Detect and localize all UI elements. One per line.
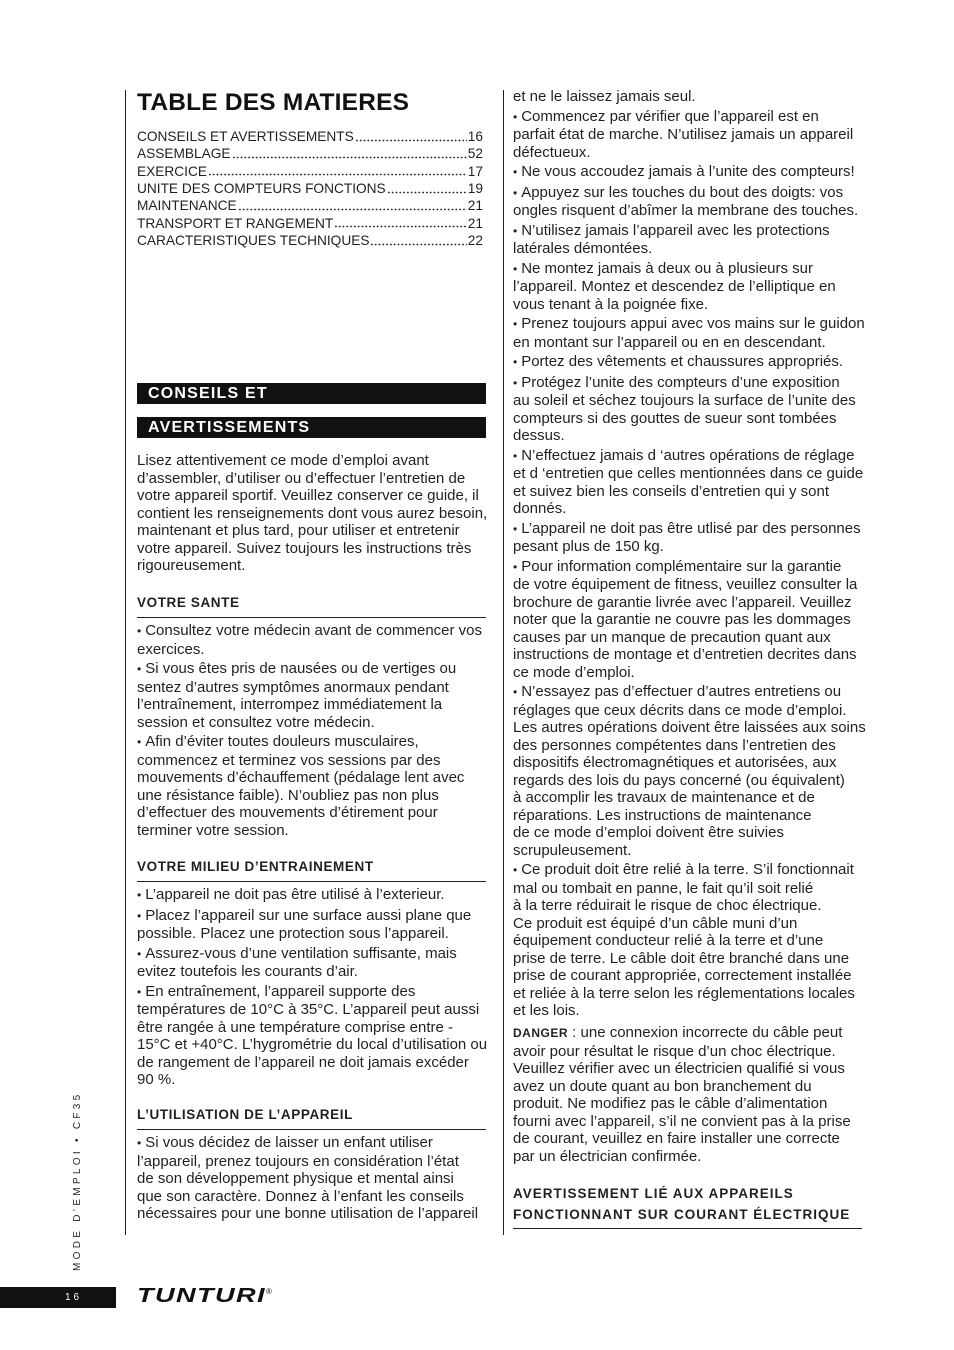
left-column-rule bbox=[125, 90, 126, 1235]
toc-label: ASSEMBLAGE bbox=[137, 146, 231, 162]
list-item: • N’essayez pas d’effectuer d’autres entretiens ou réglages que ceux décrits dans ce mode d’emploi. Les autres opérations doivent être laissées aux soins des personnes compétentes dans l’entretien des dispositifs électromagnétiques et autorisées, aux regards des lois du pays concerné (ou équivalent) à accomplir les travaux de maintenance et de réparations. Les instructions de maintenance de ce mode d’emploi doivent être suivies scrupuleusement. bbox=[513, 683, 866, 859]
toc-entry bbox=[137, 215, 483, 232]
toc-page: 17 bbox=[467, 163, 483, 179]
toc-label: CONSEILS ET AVERTISSEMENTS bbox=[137, 129, 354, 144]
toc-entry bbox=[137, 145, 483, 162]
list-item: • Si vous décidez de laisser un enfant utiliser l’appareil, prenez toujours en considération l’état de son développement physique et mental ainsi que son caractère. Donnez à l’enfant les conseils nécessaires pour une bonne utilisation de l’appareil bbox=[137, 1134, 478, 1223]
toc-leader bbox=[208, 163, 467, 180]
list-item: • Consultez votre médecin avant de commencer vos exercices. bbox=[137, 622, 482, 658]
toc-page: 52 bbox=[467, 146, 483, 162]
heading-utilisation: L’UTILISATION DE L’APPAREIL bbox=[137, 1107, 486, 1130]
list-item: • En entraînement, l’appareil supporte des températures de 10°C à 35°C. L’appareil peut aussi être rangée à une température comprise entre - 15°C et +40°C. L’hygrométrie du local d’utilisation ou de rangement de l’appareil ne doit jamais excéder 90 %. bbox=[137, 983, 487, 1089]
toc-entry bbox=[137, 128, 483, 145]
utilisation-list-continued bbox=[513, 108, 866, 1020]
toc-leader bbox=[334, 215, 467, 232]
list-item: • Placez l’appareil sur une surface aussi plane que possible. Placez une protection sous l’appareil. bbox=[137, 907, 487, 943]
list-item: • L’appareil ne doit pas être utlisé par des personnes pesant plus de 150 kg. bbox=[513, 520, 866, 556]
page-number-bar bbox=[0, 1287, 116, 1308]
page-title: TABLE DES MATIERES bbox=[137, 89, 410, 116]
heading-milieu-entrainement: VOTRE MILIEU D’ENTRAINEMENT bbox=[137, 859, 486, 882]
list-item: • Si vous êtes pris de nausées ou de vertiges ou sentez d’autres symptômes anormaux pendant l’entraînement, interrompez immédiatement la session et consultez votre médecin. bbox=[137, 660, 482, 731]
list-item: • L’appareil ne doit pas être utilisé à l’exterieur. bbox=[137, 886, 487, 905]
milieu-list bbox=[137, 886, 487, 1089]
registered-mark: ® bbox=[266, 1287, 272, 1296]
toc-page: 19 bbox=[467, 181, 483, 197]
intro-paragraph: Lisez attentivement ce mode d’emploi avant d’assembler, d’utiliser ou d’effectuer l’entretien de votre appareil sportif. Veuillez conserver ce guide, il contient les renseignements dont vous aurez besoin, maintenant et plus tard, pour utiliser et entretenir votre appareil. Suivez toujours les instructions très rigoureusement. bbox=[137, 452, 488, 574]
toc-page: 21 bbox=[467, 215, 483, 231]
toc-leader bbox=[355, 128, 467, 145]
list-item: • Portez des vêtements et chaussures appropriés. bbox=[513, 353, 866, 372]
list-item: • Protégez l’unite des compteurs d’une exposition au soleil et séchez toujours la surface de l’unite des compteurs si des gouttes de sueur sont tombées dessus. bbox=[513, 374, 866, 445]
danger-text: : une connexion incorrecte du câble peut avoir pour résultat le risque d’un choc électrique. Veuillez vérifier avec un électricien qualifié si vous avez un doute quant au bon branchement du produit. Ne modifiez pas le câble d’alimentation fourni avec l’appareil, s’il ne convient pas à la prise de courant, veuillez en faire installer une correcte par un électrician confirmée. bbox=[513, 1024, 851, 1165]
utilisation-list bbox=[137, 1134, 478, 1223]
toc-leader bbox=[370, 232, 466, 249]
toc-entry bbox=[137, 163, 483, 180]
toc-entry bbox=[137, 197, 483, 214]
toc-page: 21 bbox=[467, 198, 483, 214]
list-item: • Assurez-vous d’une ventilation suffisante, mais evitez toutefois les courants d’air. bbox=[137, 945, 487, 981]
list-item: • Commencez par vérifier que l’appareil est en parfait état de marche. N’utilisez jamais un appareil défectueux. bbox=[513, 108, 866, 162]
list-item: • Ne montez jamais à deux ou à plusieurs sur l’appareil. Montez et descendez de l’elliptique en vous tenant à la poignée fixe. bbox=[513, 260, 866, 314]
danger-paragraph bbox=[513, 1024, 851, 1165]
page-number: 16 bbox=[65, 1292, 83, 1303]
toc-leader bbox=[387, 180, 467, 197]
toc-page: 22 bbox=[467, 233, 483, 249]
toc-label: TRANSPORT ET RANGEMENT bbox=[137, 215, 334, 231]
list-item: • Ne vous accoudez jamais à l’unite des compteurs! bbox=[513, 163, 866, 182]
toc-label: CARACTERISTIQUES TECHNIQUES bbox=[137, 233, 370, 249]
side-running-title: MODE D’EMPLOI • CF35 bbox=[72, 1091, 83, 1271]
right-column-rule bbox=[503, 90, 504, 1235]
toc-entry bbox=[137, 232, 483, 249]
section-header-line-2: AVERTISSEMENTS bbox=[137, 417, 486, 438]
list-item: • Afin d’éviter toutes douleurs musculaires, commencez et terminez vos sessions par des mouvements d’échauffement (pédalage lent avec une résistance faible). N’oubliez pas non plus d’effectuer des mouvements d’étirement pour terminer votre session. bbox=[137, 733, 482, 839]
heading-avertissement-electrique: AVERTISSEMENT LIÉ AUX APPAREILS FONCTIONNANT SUR COURANT ÉLECTRIQUE bbox=[513, 1183, 862, 1229]
utilisation-continuation: et ne le laissez jamais seul. bbox=[513, 88, 696, 105]
list-item: • Pour information complémentaire sur la garantie de votre équipement de fitness, veuillez consulter la brochure de garantie livrée avec l’appareil. Veuillez noter que la garantie ne couvre pas les dommages causes par un manque de precaution quant aux instructions de montage et d’entretien decrites dans ce mode d’emploi. bbox=[513, 558, 866, 682]
table-of-contents bbox=[137, 128, 483, 249]
list-item: • Ce produit doit être relié à la terre. S’il fonctionnait mal ou tombait en panne, le fait qu’il soit relié à la terre réduirait le risque de choc électrique. Ce produit est équipé d’un câble muni d’un équipement conducteur relié à la terre et d’une prise de terre. Le câble doit être branché dans une prise de courant appropriée, correctement installée et reliée à la terre selon les réglementations locales et les lois. bbox=[513, 861, 866, 1020]
tunturi-logo: TUNTURI bbox=[137, 1285, 266, 1307]
toc-label: UNITE DES COMPTEURS FONCTIONS bbox=[137, 181, 386, 197]
list-item: • Appuyez sur les touches du bout des doigts: vos ongles risquent d’abîmer la membrane des touches. bbox=[513, 184, 866, 220]
list-item: • N’effectuez jamais d ‘autres opérations de réglage et d ‘entretien que celles mentionnées dans ce guide et suivez bien les conseils d’entretien qui y sont donnés. bbox=[513, 447, 866, 518]
section-header-line-1: CONSEILS ET bbox=[137, 383, 486, 404]
toc-entry bbox=[137, 180, 483, 197]
toc-leader bbox=[232, 145, 467, 162]
toc-label: MAINTENANCE bbox=[137, 198, 237, 214]
heading-votre-sante: VOTRE SANTE bbox=[137, 595, 486, 618]
danger-label: DANGER bbox=[513, 1026, 569, 1040]
toc-page: 16 bbox=[467, 129, 483, 144]
list-item: • Prenez toujours appui avec vos mains sur le guidon en montant sur l’appareil ou en en descendant. bbox=[513, 315, 866, 351]
list-item: • N’utilisez jamais l’appareil avec les protections latérales démontées. bbox=[513, 222, 866, 258]
votre-sante-list bbox=[137, 622, 482, 839]
toc-label: EXERCICE bbox=[137, 163, 207, 179]
toc-leader bbox=[238, 197, 467, 214]
